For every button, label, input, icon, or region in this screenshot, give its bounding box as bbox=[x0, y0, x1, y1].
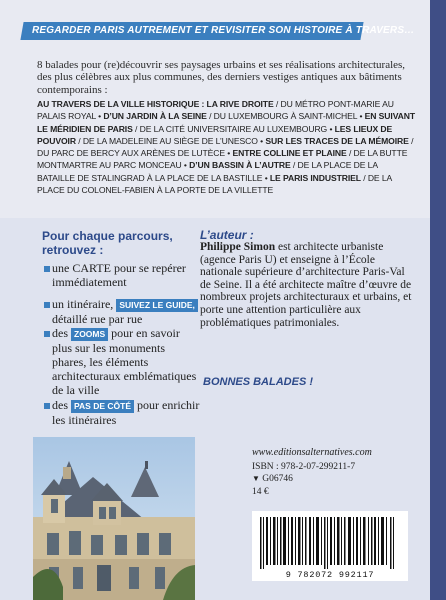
feature-text: détaillé rue par rue bbox=[52, 312, 143, 326]
route-list: AU TRAVERS DE LA VILLE HISTORIQUE : LA RIVE DROITE / DU MÉTRO PONT-MARIE AU PALAIS ROYAL • D’UN JARDIN À LA SEINE / DU LUXEMBOURG À SAINT-MICHEL • EN SUIVANT LE MÉRIDIEN DE PARIS / DE LA CITÉ UNIVERSITAIRE AU LUXEMBOURG • LES LIEUX DE POUVOIR / DE LA MADELEINE AU SIÈGE DE L’UNESCO • SUR LES TRACES DE LA MÉMOIRE / DU PARC DE BERCY AUX ARÈNES DE LUTÈCE • ENTRE COLLINE ET PLAINE / DE LA BUTTE MONTMARTRE AU PARC MONCEAU • D’UN BASSIN À L’AUTRE / DE LA PLACE DE LA BATAILLE DE STALINGRAD À LA PLACE DE LA BASTILLE • LE PARIS INDUSTRIEL / DE LA PLACE DU COLONEL-FABIEN À LA PORTE DE LA VILLETTE bbox=[37, 99, 416, 196]
feature-text: des bbox=[52, 326, 68, 340]
product-code-text: G06746 bbox=[262, 474, 293, 484]
author-bio bbox=[200, 241, 412, 329]
feature-tag: SUIVEZ LE GUIDE, bbox=[116, 299, 198, 312]
route-title: AU TRAVERS DE LA VILLE HISTORIQUE : LA RIVE DROITE bbox=[37, 99, 274, 109]
feature-item bbox=[52, 398, 202, 427]
author-heading: L’auteur : bbox=[200, 228, 254, 242]
parcours-title: Pour chaque parcours, retrouvez : bbox=[42, 229, 173, 257]
author-name: Philippe Simon bbox=[200, 241, 276, 253]
route-detail: DU PARC DE BERCY AUX ARÈNES DE LUTÈCE bbox=[37, 148, 225, 159]
bullet-icon bbox=[44, 403, 50, 409]
route-detail: DU LUXEMBOURG À SAINT-MICHEL bbox=[213, 111, 358, 122]
hotel-de-cluny-illustration bbox=[33, 437, 195, 600]
feature-tag: PAS DE CÔTÉ bbox=[71, 400, 134, 413]
barcode-number: 9 782072 992117 bbox=[285, 570, 375, 580]
product-code bbox=[252, 474, 293, 484]
price: 14 € bbox=[252, 487, 269, 497]
route-detail: DE LA PLACE DE LA BATAILLE DE STALINGRAD À LA PLACE DE LA BASTILLE bbox=[37, 160, 378, 183]
route-title: D’UN BASSIN À L’AUTRE bbox=[189, 160, 291, 171]
feature-item bbox=[52, 326, 202, 397]
route-detail: DE LA BUTTE MONTMARTRE AU PARC MONCEAU bbox=[37, 148, 408, 171]
publisher-website: www.editionsalternatives.com bbox=[252, 447, 372, 458]
route-title: LE PARIS INDUSTRIEL bbox=[269, 172, 361, 183]
route-title: ENTRE COLLINE ET PLAINE bbox=[232, 148, 347, 159]
feature-item bbox=[52, 297, 202, 326]
route-title: LES LIEUX DE POUVOIR bbox=[37, 123, 393, 146]
route-title: D’UN JARDIN À LA SEINE bbox=[103, 111, 207, 122]
route-title: EN SUIVANT LE MÉRIDIEN DE PARIS bbox=[37, 111, 416, 134]
spine-band bbox=[430, 0, 446, 600]
isbn: ISBN : 978-2-07-299211-7 bbox=[252, 462, 356, 472]
building-photo bbox=[33, 437, 195, 600]
bullet-icon bbox=[44, 331, 50, 337]
bullet-icon bbox=[44, 266, 50, 272]
feature-tag: ZOOMS bbox=[71, 328, 108, 341]
banner-text: REGARDER PARIS AUTREMENT ET REVISITER SON HISTOIRE À TRAVERS… bbox=[32, 25, 415, 36]
route-title: SUR LES TRACES DE LA MÉMOIRE bbox=[265, 135, 409, 146]
feature-item bbox=[52, 261, 202, 289]
feature-text: des bbox=[52, 398, 68, 412]
feature-text: pour en savoir plus sur les monuments phares, les éléments architecturaux emblématiques de la ville bbox=[52, 326, 197, 397]
intro-text: 8 balades pour (re)découvrir ses paysages urbains et ses réalisations architecturales, des plus célèbres aux plus communes, des derniers vestiges antiques aux bâtiments contemporains : bbox=[37, 59, 406, 96]
feature-text: un itinéraire, bbox=[52, 297, 114, 311]
route-detail: DU MÉTRO PONT-MARIE AU PALAIS ROYAL bbox=[37, 99, 394, 122]
feature-text: une CARTE pour se repérer immédiatement bbox=[52, 261, 186, 289]
route-detail: DE LA MADELEINE AU SIÈGE DE L’UNESCO bbox=[82, 135, 258, 146]
closing-text: BONNES BALADES ! bbox=[203, 376, 314, 388]
leaf-icon: ▼ bbox=[252, 474, 260, 483]
route-detail: DE LA CITÉ UNIVERSITAIRE AU LUXEMBOURG bbox=[139, 123, 328, 134]
author-bio-text: est architecte urbaniste (agence Paris U) et enseigne à l’École nationale supérieure d’architecture Paris-Val de Seine. Il a été architecte maître d’œuvre de nombreux projets architecturaux et urbains, et porte une attention particulière aux problématiques patrimoniales. bbox=[200, 241, 412, 329]
feature-text: pour enrichir les itinéraires bbox=[52, 398, 200, 427]
route-detail: DE LA PLACE DU COLONEL-FABIEN À LA PORTE DE LA VILLETTE bbox=[37, 172, 392, 196]
bullet-icon bbox=[44, 302, 50, 308]
